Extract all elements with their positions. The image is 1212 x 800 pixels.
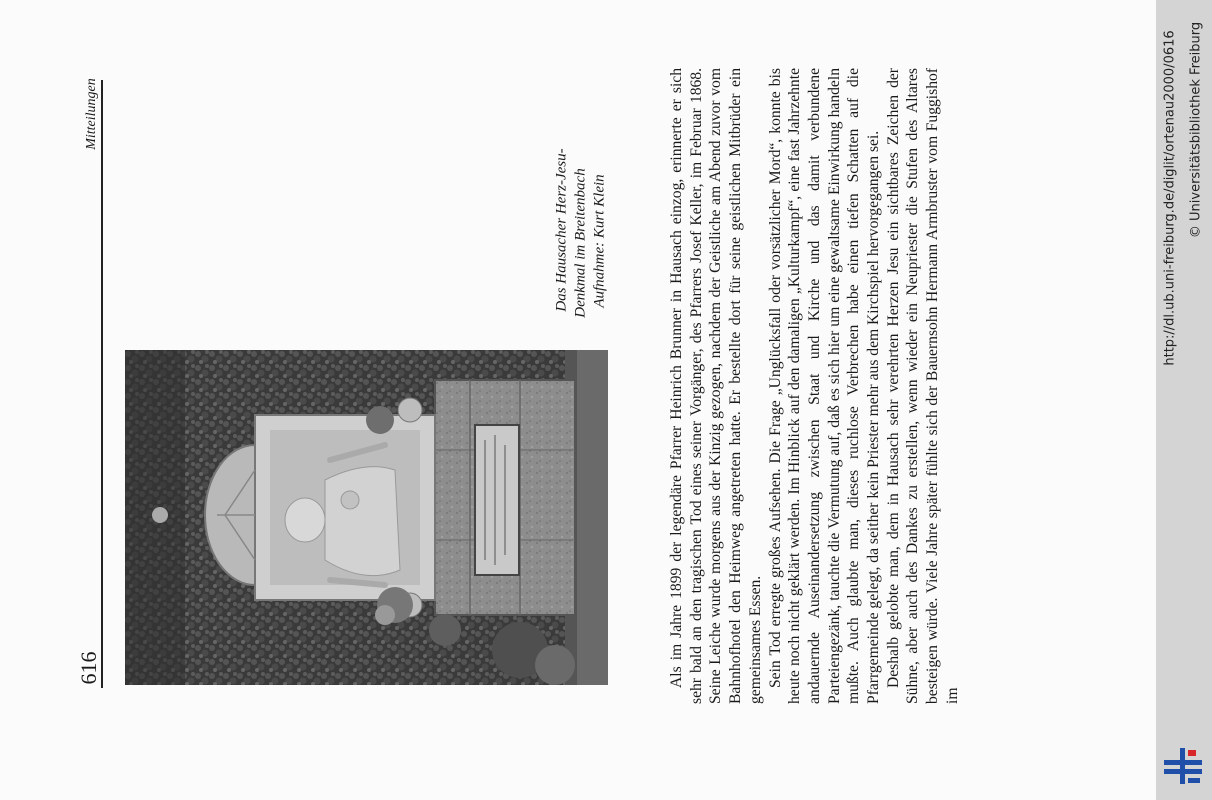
monument-photo <box>125 350 608 685</box>
copyright-notice: © Universitätsbibliothek Freiburg <box>1188 21 1204 239</box>
caption-line-1: Das Hausacher Herz-Jesu- <box>553 148 570 312</box>
paragraph-1: Als im Jahre 1899 der legendäre Pfarrer Heinrich Brunner in Hausach einzog, erinnerte er sich sehr bald an den tragischen Tod eines seiner Vorgänger, des Pfarrers Josef Keller, im Februar 1868. Seine Leiche wurde morgens aus der Kinzig gezogen, nachdem der Geistliche am Abend zuvor vom Bahnhofhotel den Heimweg angetreten hatte. Er bestellte dort für seine geistlichen Mitbrüder ein gemeinsames Essen. <box>668 68 764 704</box>
monument-illustration <box>125 350 608 685</box>
page-number: 616 <box>76 651 101 685</box>
library-logo-icon <box>1162 748 1204 784</box>
header-rule <box>101 80 103 688</box>
body-text <box>667 68 1055 704</box>
paragraph-3: Deshalb gelobte man, dem in Hausach sehr verehrten Herzen Jesu ein sichtbares Zeichen der Sühne, aber auch des Dankes zu erstellen, wenn wieder ein Neupriester die Stufen des Altares besteigen würde. Viele Jahre später fühlte sich der Bauernsohn Hermann Armbruster vom Fuggishof im <box>884 68 961 704</box>
running-header: Mitteilungen <box>84 78 99 150</box>
paragraph-2: Sein Tod erregte großes Aufsehen. Die Frage „Unglücksfall oder vorsätzlicher Mord“, konnte bis heute noch nicht geklärt werden. Im Hinblick auf den damaligen „Kulturkampf“, eine fast Jahrzehnte andauernde Auseinandersetzung zwischen Staat und Kirche und das damit verbundene Parteiengezänk, tauchte die Vermutung auf, daß es sich hier um eine gewaltsame Einwirkung handeln mußte. Auch glaubte man, dieses ruchlose Verbrechen habe einen tiefen Schatten auf die Pfarrgemeinde gelegt, da seither kein Priester mehr aus dem Kirchspiel hervorgegangen sei. <box>766 68 883 704</box>
caption-line-2: Denkmal im Breitenbach <box>572 168 589 318</box>
caption-line-3: Aufnahme: Kurt Klein <box>591 174 608 308</box>
source-url[interactable]: http://dl.ub.uni-freiburg.de/diglit/ortenau2000/0616 <box>1162 30 1178 366</box>
